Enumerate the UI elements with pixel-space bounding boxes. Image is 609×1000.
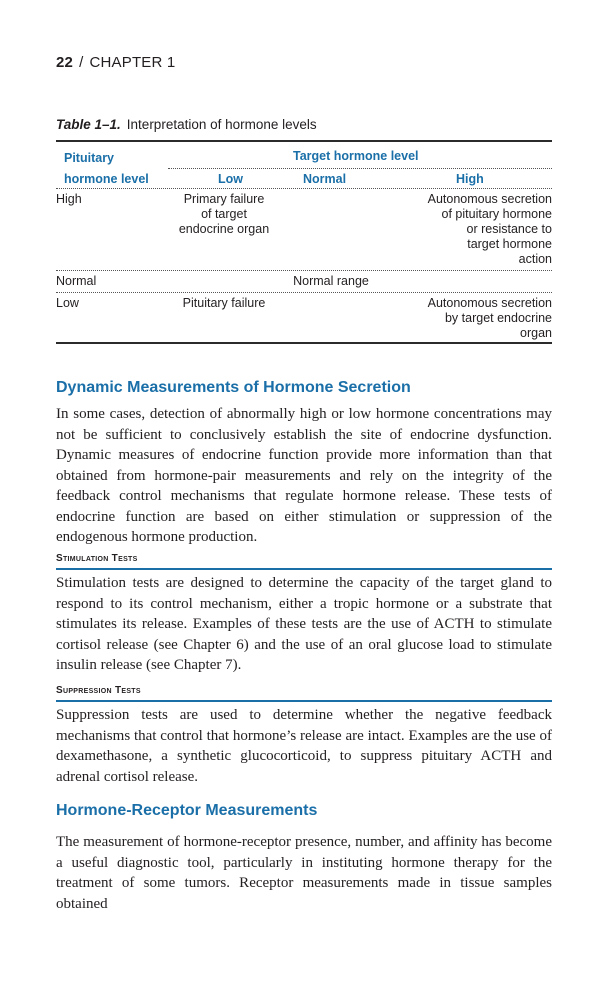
subheading-stimulation: Stimulation Tests xyxy=(56,553,138,564)
cell-line: action xyxy=(518,252,552,266)
group-header: Target hormone level xyxy=(293,149,419,163)
cell-line: Normal range xyxy=(293,274,369,288)
page-number: 22 xyxy=(56,54,74,71)
cell-line: of target xyxy=(201,207,247,221)
row-rule xyxy=(56,270,552,271)
cell-high-high xyxy=(382,192,552,267)
table-caption-label: Table 1–1. xyxy=(56,117,121,132)
subheading-rule xyxy=(56,568,552,570)
cell-line: organ xyxy=(520,326,552,340)
subheading-suppression: Suppression Tests xyxy=(56,685,141,696)
cell-line: by target endocrine xyxy=(444,311,552,325)
cell-line: Primary failure xyxy=(183,192,265,206)
row-header-line1: Pituitary xyxy=(64,151,115,165)
chapter-label: CHAPTER 1 xyxy=(89,54,176,71)
cell-line: Autonomous secretion xyxy=(427,296,552,310)
paragraph-receptor: The measurement of hormone-receptor presence, number, and affinity has become a useful diagnostic tool, particularly in instituting hormone therapy for the treatment of some tumors. Receptor measurements made in tissue samples obtained xyxy=(56,834,552,912)
table-bottom-rule xyxy=(56,342,552,344)
table-caption xyxy=(56,117,317,132)
cell-normal-normal xyxy=(266,274,396,289)
section-heading-receptor: Hormone-Receptor Measurements xyxy=(56,802,318,819)
cell-low-high xyxy=(382,296,552,341)
row-label-low: Low xyxy=(56,296,79,310)
cell-line: of pituitary hormone xyxy=(441,207,552,221)
column-header-low: Low xyxy=(218,172,243,186)
row-rule xyxy=(56,292,552,293)
paragraph-suppression: Suppression tests are used to determine whether the negative feedback mechanisms that control that hormone’s release are intact. Examples are the use of dexamethasone, a synthetic glucocorticoid, to suppress pituitary ACTH and adrenal cortisol release. xyxy=(56,707,552,785)
column-header-high: High xyxy=(456,172,484,186)
paragraph-stimulation: Stimulation tests are designed to determine the capacity of the target gland to respond to its control mechanism, either a tropic hormone or a substrate that stimulates its release. Examples of these tests are the use of ACTH to stimulate cortisol release (see Chapter 6) and the use of an oral glucose load to stimulate insulin release (see Chapter 7). xyxy=(56,575,552,673)
row-header-line2: hormone level xyxy=(64,172,149,186)
subheading-rule xyxy=(56,700,552,702)
cell-low-low xyxy=(156,296,292,311)
paragraph-dynamic: In some cases, detection of abnormally high or low hormone concentrations may not be sufficient to conclusively establish the site of endocrine dysfunction. Dynamic measures of endocrine function provide more information than that obtained from hormone-pair measurements and rely on the integrity of the feedback control mechanisms that regulate hormone release. These tests of endocrine function are based on either stimulation or suppression of the endogenous hormone production. xyxy=(56,406,552,545)
group-header-rule xyxy=(168,168,552,169)
column-header-normal: Normal xyxy=(303,172,347,186)
row-label-normal: Normal xyxy=(56,274,97,288)
cell-line: target hormone xyxy=(467,237,552,251)
cell-line: or resistance to xyxy=(466,222,552,236)
page-header xyxy=(56,54,175,71)
cell-line: Autonomous secretion xyxy=(427,192,552,206)
row-label-high: High xyxy=(56,192,82,206)
header-rule xyxy=(56,188,552,189)
cell-line: Pituitary failure xyxy=(182,296,266,310)
section-heading-dynamic: Dynamic Measurements of Hormone Secretion xyxy=(56,379,411,396)
header-separator: / xyxy=(79,54,84,71)
cell-high-low xyxy=(156,192,292,237)
table-caption-text: Interpretation of hormone levels xyxy=(126,117,317,132)
table-top-rule xyxy=(56,140,552,142)
cell-line: endocrine organ xyxy=(178,222,270,236)
